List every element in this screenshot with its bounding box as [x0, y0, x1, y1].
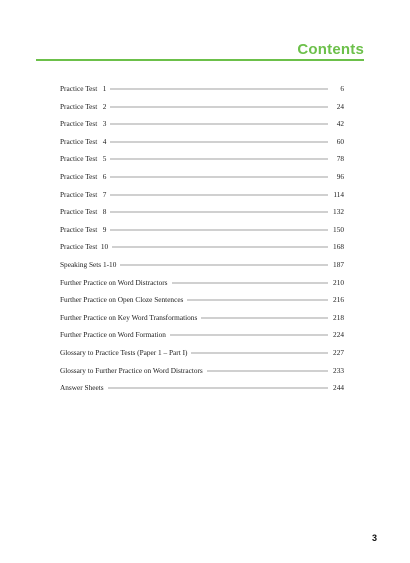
dot-leader — [110, 205, 328, 215]
toc-entry-page: 60 — [336, 136, 344, 146]
toc-entry[interactable] — [60, 133, 344, 151]
dot-leader — [110, 117, 328, 127]
toc-entry[interactable] — [60, 168, 344, 186]
toc-entry-page: 218 — [333, 312, 344, 322]
title-rule — [36, 59, 364, 61]
dot-leader — [207, 364, 328, 374]
dot-leader — [110, 170, 328, 180]
dot-leader — [110, 223, 328, 233]
toc-entry-page: 244 — [333, 383, 344, 393]
toc-entry-label: Further Practice on Open Cloze Sentences — [60, 295, 184, 305]
toc-entry[interactable] — [60, 274, 344, 292]
toc-entry-page: 227 — [333, 347, 344, 357]
toc-entry-label: Practice Test 8 — [60, 207, 107, 217]
toc-entry[interactable] — [60, 326, 344, 344]
dot-leader — [112, 240, 328, 250]
toc-entry-label: Practice Test 3 — [60, 119, 107, 129]
toc-entry-label: Practice Test 2 — [60, 101, 107, 111]
dot-leader — [108, 381, 328, 391]
dot-leader — [191, 346, 328, 356]
toc-entry-label: Practice Test 1 — [60, 84, 107, 93]
toc-entry[interactable] — [60, 115, 344, 133]
dot-leader — [110, 82, 328, 92]
toc-entry-page: 187 — [333, 259, 344, 269]
toc-entry[interactable] — [60, 362, 344, 380]
dot-leader — [110, 100, 328, 110]
toc-entry[interactable] — [60, 291, 344, 309]
toc-entry-page: 216 — [333, 295, 344, 305]
toc-entry-label: Answer Sheets — [60, 383, 104, 393]
page-number: 3 — [371, 533, 377, 543]
toc-entry[interactable] — [60, 98, 344, 116]
toc-entry-page: 114 — [333, 189, 344, 199]
page-title: Contents — [297, 41, 364, 58]
toc-entry-label: Glossary to Practice Tests (Paper 1 – Part I) — [60, 347, 188, 357]
toc-entry-page: 96 — [336, 171, 344, 181]
toc-entry-label: Further Practice on Word Distractors — [60, 277, 168, 287]
toc-entry-page: 42 — [336, 119, 344, 129]
dot-leader — [201, 311, 328, 321]
toc-entry-page: 168 — [333, 242, 344, 252]
toc-entry[interactable] — [60, 256, 344, 274]
toc-entry[interactable] — [60, 309, 344, 327]
toc-entry-label: Further Practice on Word Formation — [60, 330, 166, 340]
toc-entry[interactable] — [60, 221, 344, 239]
toc-entry-label: Practice Test 4 — [60, 136, 107, 146]
toc-entry[interactable] — [60, 238, 344, 256]
dot-leader — [170, 328, 328, 338]
toc-entry[interactable] — [60, 379, 344, 397]
toc-entry-label: Glossary to Further Practice on Word Distractors — [60, 365, 203, 375]
toc-entry-label: Practice Test 5 — [60, 154, 107, 164]
toc-entry-page: 132 — [333, 207, 344, 217]
toc-entry[interactable] — [60, 344, 344, 362]
toc-entry-label: Speaking Sets 1-10 — [60, 259, 117, 269]
toc-entry-page: 233 — [333, 365, 344, 375]
table-of-contents — [60, 80, 344, 397]
dot-leader — [172, 276, 329, 286]
toc-entry[interactable] — [60, 203, 344, 221]
toc-entry-label: Practice Test 9 — [60, 224, 107, 234]
toc-entry[interactable] — [60, 186, 344, 204]
toc-entry-page: 78 — [336, 154, 344, 164]
dot-leader — [120, 258, 328, 268]
toc-entry-label: Further Practice on Key Word Transformations — [60, 312, 198, 322]
toc-entry[interactable] — [60, 80, 344, 98]
dot-leader — [110, 135, 328, 145]
dot-leader — [187, 293, 328, 303]
toc-entry-page: 6 — [340, 84, 344, 93]
dot-leader — [110, 188, 328, 198]
toc-entry-page: 224 — [333, 330, 344, 340]
dot-leader — [110, 152, 328, 162]
toc-entry-label: Practice Test 10 — [60, 242, 109, 252]
toc-entry-label: Practice Test 6 — [60, 171, 107, 181]
toc-entry-page: 150 — [333, 224, 344, 234]
toc-entry-page: 24 — [336, 101, 344, 111]
toc-entry-label: Practice Test 7 — [60, 189, 107, 199]
toc-entry[interactable] — [60, 150, 344, 168]
toc-entry-page: 210 — [333, 277, 344, 287]
